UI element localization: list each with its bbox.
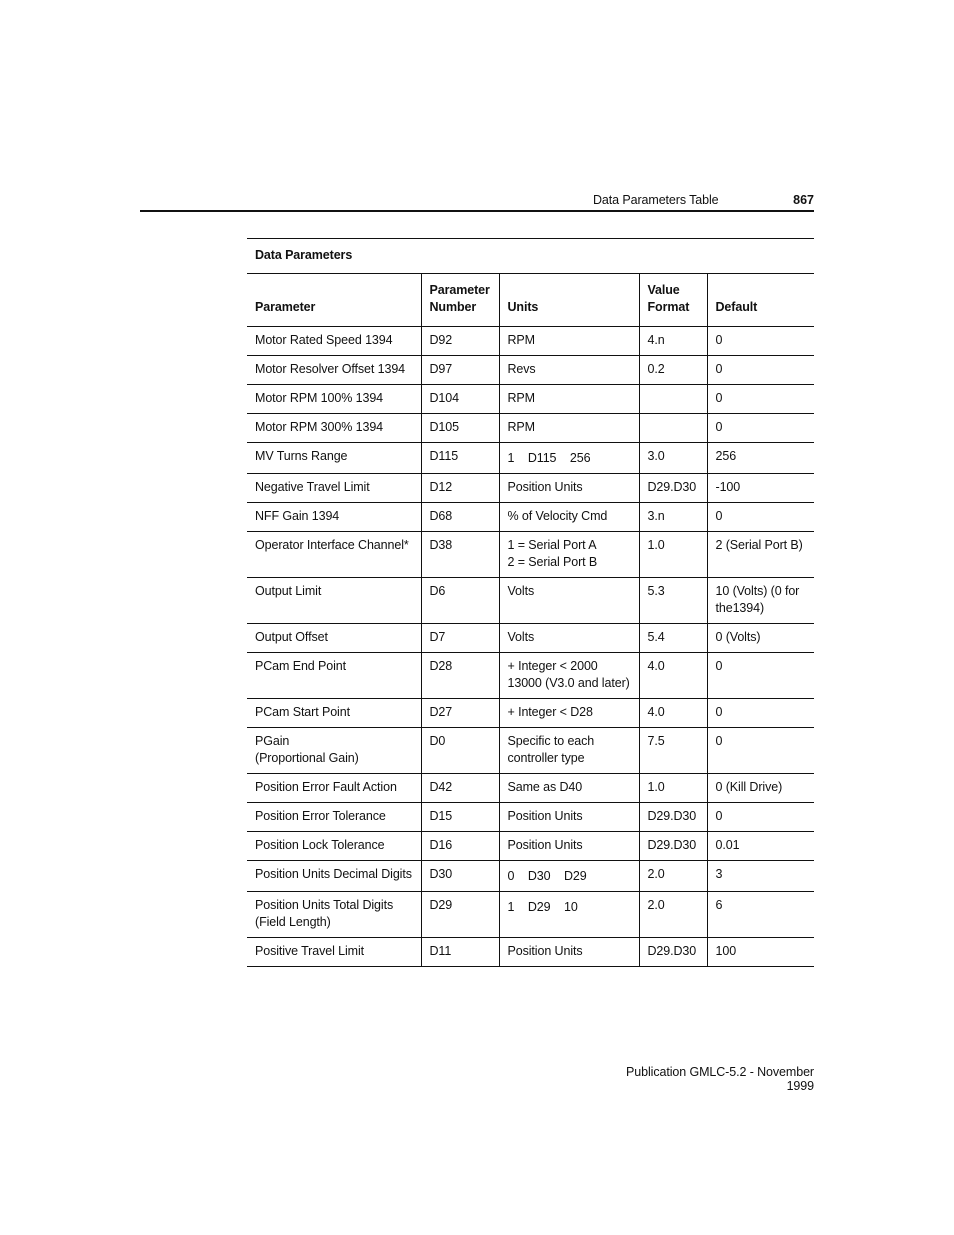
- cell-units: RPM: [499, 327, 639, 356]
- cell-default: 256: [707, 443, 814, 474]
- table-header-row: [247, 274, 814, 327]
- cell-parameter: Position Units Decimal Digits: [247, 861, 421, 892]
- cell-parameter: MV Turns Range: [247, 443, 421, 474]
- cell-default: 100: [707, 938, 814, 967]
- cell-units: Volts: [499, 578, 639, 624]
- cell-parameter-number: D16: [421, 832, 499, 861]
- cell-parameter: Motor Resolver Offset 1394: [247, 356, 421, 385]
- cell-default: 0: [707, 699, 814, 728]
- cell-units: % of Velocity Cmd: [499, 503, 639, 532]
- cell-default: 6: [707, 892, 814, 938]
- cell-units: 0 D30 D29: [499, 861, 639, 892]
- column-header-units: Units: [499, 274, 639, 327]
- cell-units: Position Units: [499, 938, 639, 967]
- cell-default: 0: [707, 356, 814, 385]
- cell-default: 0: [707, 803, 814, 832]
- cell-default: 0 (Kill Drive): [707, 774, 814, 803]
- cell-parameter: PCam End Point: [247, 653, 421, 699]
- cell-parameter-number: D92: [421, 327, 499, 356]
- column-header-default: Default: [707, 274, 814, 327]
- cell-units: Specific to each controller type: [499, 728, 639, 774]
- cell-parameter-number: D97: [421, 356, 499, 385]
- cell-units: 1 D29 10: [499, 892, 639, 938]
- cell-value-format: 5.3: [639, 578, 707, 624]
- table-caption-row: [247, 239, 814, 274]
- cell-parameter: PCam Start Point: [247, 699, 421, 728]
- cell-default: 0: [707, 728, 814, 774]
- cell-value-format: D29.D30: [639, 474, 707, 503]
- cell-value-format: 4.n: [639, 327, 707, 356]
- table-row: [247, 474, 814, 503]
- cell-units: 1 D115 256: [499, 443, 639, 474]
- cell-value-format: [639, 385, 707, 414]
- cell-default: 0: [707, 503, 814, 532]
- cell-parameter: Motor Rated Speed 1394: [247, 327, 421, 356]
- cell-parameter-number: D68: [421, 503, 499, 532]
- data-parameters-table: [247, 238, 814, 967]
- cell-default: 0.01: [707, 832, 814, 861]
- table-row: [247, 443, 814, 474]
- cell-parameter: Negative Travel Limit: [247, 474, 421, 503]
- cell-parameter: Operator Interface Channel*: [247, 532, 421, 578]
- table-row: [247, 832, 814, 861]
- table-row: [247, 503, 814, 532]
- cell-value-format: 2.0: [639, 861, 707, 892]
- table-row: [247, 774, 814, 803]
- table-row: [247, 327, 814, 356]
- cell-units: Volts: [499, 624, 639, 653]
- cell-units: Position Units: [499, 803, 639, 832]
- cell-parameter: Motor RPM 100% 1394: [247, 385, 421, 414]
- cell-parameter: Output Offset: [247, 624, 421, 653]
- cell-parameter-number: D27: [421, 699, 499, 728]
- cell-parameter-number: D6: [421, 578, 499, 624]
- cell-value-format: 3.n: [639, 503, 707, 532]
- page-number: 867: [793, 193, 814, 207]
- cell-parameter-number: D104: [421, 385, 499, 414]
- cell-default: 0: [707, 414, 814, 443]
- table-row: [247, 653, 814, 699]
- cell-parameter: Position Error Tolerance: [247, 803, 421, 832]
- column-header-value-format: Value Format: [639, 274, 707, 327]
- column-header-parameter-number: Parameter Number: [421, 274, 499, 327]
- table-row: [247, 578, 814, 624]
- cell-value-format: D29.D30: [639, 803, 707, 832]
- cell-value-format: 0.2: [639, 356, 707, 385]
- cell-parameter-number: D30: [421, 861, 499, 892]
- table-row: [247, 892, 814, 938]
- cell-value-format: D29.D30: [639, 938, 707, 967]
- cell-default: 3: [707, 861, 814, 892]
- cell-value-format: 3.0: [639, 443, 707, 474]
- cell-parameter-number: D7: [421, 624, 499, 653]
- table-row: [247, 938, 814, 967]
- cell-units: 1 = Serial Port A 2 = Serial Port B: [499, 532, 639, 578]
- cell-units: + Integer < D28: [499, 699, 639, 728]
- cell-parameter-number: D42: [421, 774, 499, 803]
- header-rule: [140, 210, 814, 212]
- cell-value-format: 7.5: [639, 728, 707, 774]
- table-body: [247, 327, 814, 967]
- cell-units: RPM: [499, 385, 639, 414]
- cell-value-format: 1.0: [639, 532, 707, 578]
- section-title: Data Parameters Table: [593, 193, 719, 207]
- table-row: [247, 414, 814, 443]
- cell-parameter-number: D105: [421, 414, 499, 443]
- cell-parameter-number: D0: [421, 728, 499, 774]
- cell-parameter: NFF Gain 1394: [247, 503, 421, 532]
- publication-footer: Publication GMLC-5.2 - November 1999: [626, 1065, 814, 1093]
- cell-value-format: 1.0: [639, 774, 707, 803]
- cell-parameter-number: D15: [421, 803, 499, 832]
- cell-value-format: [639, 414, 707, 443]
- cell-units: Position Units: [499, 832, 639, 861]
- cell-parameter: Motor RPM 300% 1394: [247, 414, 421, 443]
- cell-value-format: 4.0: [639, 653, 707, 699]
- cell-units: Revs: [499, 356, 639, 385]
- cell-parameter: Positive Travel Limit: [247, 938, 421, 967]
- table-row: [247, 385, 814, 414]
- table-row: [247, 532, 814, 578]
- cell-default: -100: [707, 474, 814, 503]
- cell-units: RPM: [499, 414, 639, 443]
- cell-parameter: Output Limit: [247, 578, 421, 624]
- table-caption: Data Parameters: [247, 239, 814, 274]
- table-row: [247, 861, 814, 892]
- cell-default: 0: [707, 653, 814, 699]
- cell-parameter: Position Units Total Digits (Field Length): [247, 892, 421, 938]
- cell-parameter-number: D12: [421, 474, 499, 503]
- cell-parameter: Position Lock Tolerance: [247, 832, 421, 861]
- cell-parameter-number: D11: [421, 938, 499, 967]
- cell-value-format: 5.4: [639, 624, 707, 653]
- table-row: [247, 728, 814, 774]
- table-row: [247, 356, 814, 385]
- table-row: [247, 803, 814, 832]
- cell-default: 0: [707, 327, 814, 356]
- cell-parameter-number: D38: [421, 532, 499, 578]
- cell-units: Position Units: [499, 474, 639, 503]
- cell-value-format: D29.D30: [639, 832, 707, 861]
- cell-value-format: 4.0: [639, 699, 707, 728]
- cell-parameter-number: D29: [421, 892, 499, 938]
- cell-default: 10 (Volts) (0 for the1394): [707, 578, 814, 624]
- cell-parameter: Position Error Fault Action: [247, 774, 421, 803]
- cell-units: + Integer < 2000 13000 (V3.0 and later): [499, 653, 639, 699]
- cell-parameter-number: D115: [421, 443, 499, 474]
- cell-value-format: 2.0: [639, 892, 707, 938]
- table-row: [247, 624, 814, 653]
- cell-parameter-number: D28: [421, 653, 499, 699]
- cell-default: 0: [707, 385, 814, 414]
- table-row: [247, 699, 814, 728]
- column-header-parameter: Parameter: [247, 274, 421, 327]
- cell-units: Same as D40: [499, 774, 639, 803]
- cell-default: 2 (Serial Port B): [707, 532, 814, 578]
- cell-parameter: PGain (Proportional Gain): [247, 728, 421, 774]
- cell-default: 0 (Volts): [707, 624, 814, 653]
